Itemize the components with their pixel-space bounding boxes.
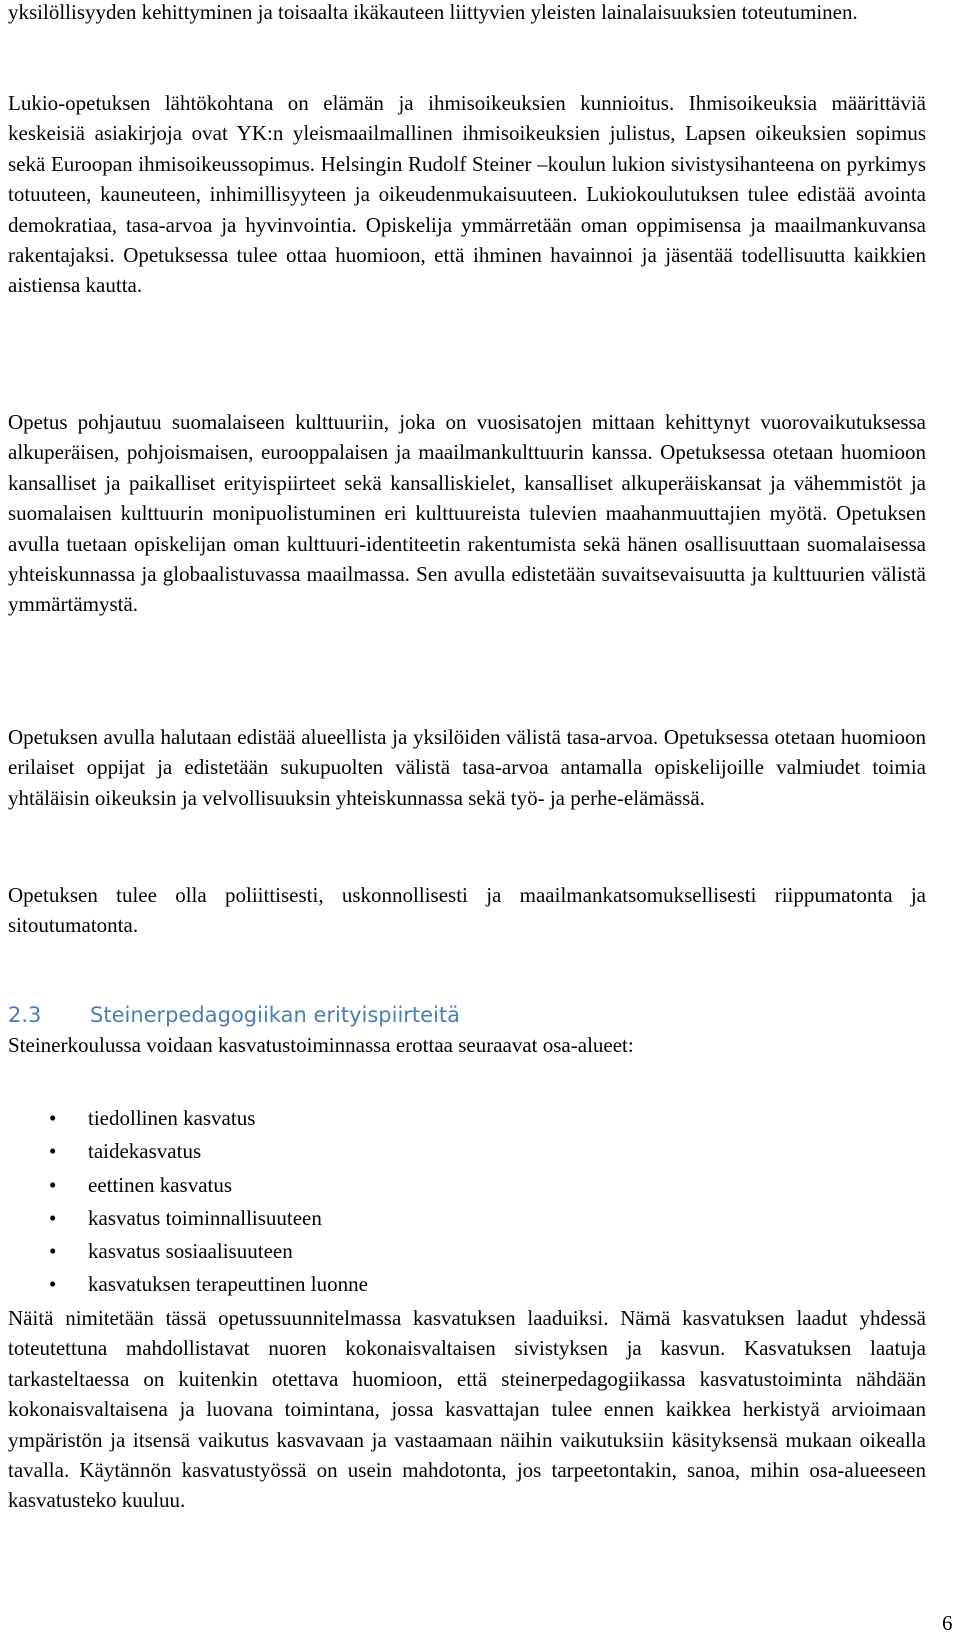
section-title: Steinerpedagogiikan erityispiirteitä xyxy=(90,1003,461,1027)
section-heading xyxy=(8,1000,460,1030)
list-item-text: kasvatus toiminnallisuuteen xyxy=(88,1205,322,1230)
list-item xyxy=(8,1135,368,1168)
list-item xyxy=(8,1268,368,1301)
paragraph-neutrality: Opetuksen tulee olla poliittisesti, uskonnollisesti ja maailmankatsomuksellisesti riippumatonta ja sitoutumatonta. xyxy=(8,883,926,938)
list-item xyxy=(8,1102,368,1135)
list-item-text: taidekasvatus xyxy=(88,1139,202,1164)
bullet-icon: • xyxy=(49,1106,57,1130)
page-number: 6 xyxy=(942,1611,953,1635)
list-item xyxy=(8,1169,368,1202)
list-item-text: tiedollinen kasvatus xyxy=(88,1106,256,1130)
bullet-icon: • xyxy=(49,1139,57,1164)
section-number: 2.3 xyxy=(8,1003,42,1027)
paragraph-culture: Opetus pohjautuu suomalaiseen kulttuuriin, joka on vuosisatojen mittaan kehittynyt vuorovaikutuksessa alkuperäisen, pohjoismaisen, eurooppalaisen ja maailmankulttuurin kanssa. Opetuksessa otetaan huomioon kansalliset ja paikalliset erityispiirteet sekä kansalliskielet, kansalliset alkuperäiskansat ja vähemmistöt ja suomalaisen kulttuurin monipuolistuminen eri kulttuureista tulevien maahanmuuttajien myötä. Opetuksen avulla tuetaan opiskelijan oman kulttuuri-identiteetin rakentumista sekä hänen osallisuuttaan suomalaisessa yhteiskunnassa ja globaalistuvassa maailmassa. Sen avulla edistetään suvaitsevaisuutta ja kulttuurien välistä ymmärtämystä. xyxy=(8,410,926,617)
bullet-list xyxy=(8,1102,368,1302)
paragraph-qualities: Näitä nimitetään tässä opetussuunnitelmassa kasvatuksen laaduiksi. Nämä kasvatuksen laadut yhdessä toteutettuna mahdollistavat nuoren kokonaisvaltaisen sivistyksen ja kasvun. Kasvatuksen laatuja tarkasteltaessa on kuitenkin otettava huomioon, että steinerpedagogiikassa kasvatustoiminta nähdään kokonaisvaltaisena ja luovana toimintana, jossa kasvattajan tulee ennen kaikkea herkistyä arvioimaan ympäristön ja itsensä vaikutus kasvavaan ja vastaamaan näihin vaikutuksiin käsityksensä mukaan oikealla tavalla. Käytännön kasvatustyössä on usein mahdotonta, jos tarpeetontakin, sanoa, mihin osa-alueeseen kasvatusteko kuuluu. xyxy=(8,1306,926,1513)
list-item-text: kasvatus sosiaalisuuteen xyxy=(88,1239,293,1264)
list-item-text: eettinen kasvatus xyxy=(88,1172,233,1197)
list-item-text: kasvatuksen terapeuttinen luonne xyxy=(88,1272,368,1297)
bullet-icon: • xyxy=(49,1272,57,1297)
paragraph-continuation: yksilöllisyyden kehittyminen ja toisaalta ikäkauteen liittyvien yleisten lainalaisuuksien toteutuminen. xyxy=(8,0,858,24)
list-item xyxy=(8,1235,368,1268)
paragraph-equality: Opetuksen avulla halutaan edistää alueellista ja yksilöiden välistä tasa-arvoa. Opetuksessa otetaan huomioon erilaiset oppijat ja edistetään sukupuolten välistä tasa-arvoa antamalla opiskelijoille valmiudet toimia yhtäläisin oikeuksin ja velvollisuuksin yhteiskunnassa sekä työ- ja perhe-elämässä. xyxy=(8,725,926,810)
bullet-icon: • xyxy=(49,1205,57,1230)
paragraph-human-rights: Lukio-opetuksen lähtökohtana on elämän ja ihmisoikeuksien kunnioitus. Ihmisoikeuksia määrittäviä keskeisiä asiakirjoja ovat YK:n yleismaailmallinen ihmisoikeuksien julistus, Lapsen oikeuksien sopimus sekä Euroopan ihmisoikeussopimus. Helsingin Rudolf Steiner –koulun lukion sivistysihanteena on pyrkimys totuuteen, kauneuteen, inhimillisyyteen ja oikeudenmukaisuuteen. Lukiokoulutuksen tulee edistää avointa demokratiaa, tasa-arvoa ja hyvinvointia. Opiskelija ymmärretään oman oppimisensa ja maailmankuvansa rakentajaksi. Opetuksessa tulee ottaa huomioon, että ihminen havainnoi ja jäsentää todellisuutta kaikkien aistiensa kautta. xyxy=(8,91,926,298)
bullet-icon: • xyxy=(49,1239,57,1264)
bullet-icon: • xyxy=(49,1172,57,1197)
list-item xyxy=(8,1202,368,1235)
section-intro: Steinerkoulussa voidaan kasvatustoiminnassa erottaa seuraavat osa-alueet: xyxy=(8,1033,634,1057)
